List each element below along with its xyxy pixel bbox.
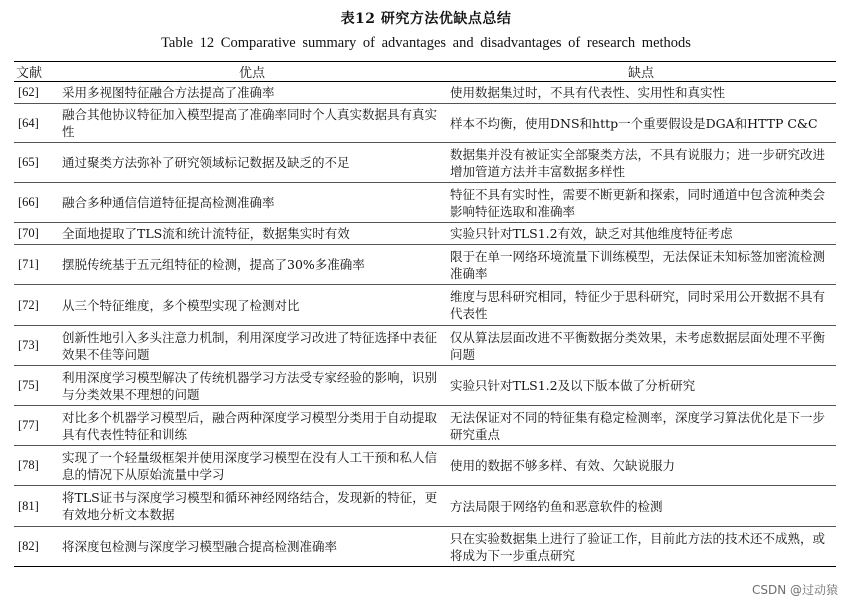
- disadvantage-cell: 实验只针对TLS1.2及以下版本做了分析研究: [446, 366, 836, 406]
- table-row: [14, 527, 836, 567]
- reference-cell: [73]: [14, 326, 58, 366]
- table-row: [14, 143, 836, 183]
- advantage-cell: 实现了一个轻量级框架并使用深度学习模型在没有人工干预和私人信息的情况下从原始流量中学习: [58, 446, 446, 486]
- advantage-cell: 全面地提取了TLS流和统计流特征，数据集实时有效: [58, 223, 446, 245]
- reference-cell: [78]: [14, 446, 58, 486]
- comparison-table: [14, 61, 836, 567]
- advantage-cell: 利用深度学习模型解决了传统机器学习方法受专家经验的影响，识别与分类效果不理想的问题: [58, 366, 446, 406]
- table-row: [14, 406, 836, 446]
- advantage-cell: 将TLS证书与深度学习模型和循环神经网络结合，发现新的特征，更有效地分析文本数据: [58, 486, 446, 527]
- table-title-english: Table 12 Comparative summary of advantages and disadvantages of research methods: [161, 35, 691, 51]
- disadvantage-cell: 维度与思科研究相同，特征少于思科研究，同时采用公开数据不具有代表性: [446, 285, 836, 326]
- table-row: [14, 326, 836, 366]
- table-row: [14, 446, 836, 486]
- reference-cell: [66]: [14, 183, 58, 223]
- advantage-cell: 从三个特征维度，多个模型实现了检测对比: [58, 285, 446, 326]
- reference-cell: [71]: [14, 245, 58, 285]
- disadvantage-cell: 限于在单一网络环境流量下训练模型，无法保证未知标签加密流检测准确率: [446, 245, 836, 285]
- advantage-cell: 对比多个机器学习模型后，融合两种深度学习模型分类用于自动提取具有代表性特征和训练: [58, 406, 446, 446]
- table-row: [14, 245, 836, 285]
- csdn-watermark: CSDN @过动猿: [751, 583, 838, 597]
- table-header-row: [14, 62, 836, 82]
- disadvantage-cell: 特征不具有实时性，需要不断更新和探索，同时通道中包含流种类会影响特征选取和准确率: [446, 183, 836, 223]
- disadvantage-cell: 实验只针对TLS1.2有效，缺乏对其他维度特征考虑: [446, 223, 836, 245]
- advantage-cell: 通过聚类方法弥补了研究领域标记数据及缺乏的不足: [58, 143, 446, 183]
- disadvantage-cell: 样本不均衡，使用DNS和http一个重要假设是DGA和HTTP C&C: [446, 104, 836, 143]
- table-row: [14, 366, 836, 406]
- header-disadvantages: 缺点: [446, 62, 836, 82]
- table-row: [14, 183, 836, 223]
- disadvantage-cell: 使用数据集过时，不具有代表性、实用性和真实性: [446, 82, 836, 104]
- disadvantage-cell: 仅从算法层面改进不平衡数据分类效果，未考虑数据层面处理不平衡问题: [446, 326, 836, 366]
- table-row: [14, 223, 836, 245]
- reference-cell: [72]: [14, 285, 58, 326]
- disadvantage-cell: 无法保证对不同的特征集有稳定检测率，深度学习算法优化是下一步研究重点: [446, 406, 836, 446]
- reference-cell: [82]: [14, 527, 58, 567]
- disadvantage-cell: 只在实验数据集上进行了验证工作，目前此方法的技术还不成熟，或将成为下一步重点研究: [446, 527, 836, 567]
- table-title-chinese: 表12 研究方法优缺点总结: [340, 11, 512, 27]
- reference-cell: [81]: [14, 486, 58, 527]
- advantage-cell: 摆脱传统基于五元组特征的检测，提高了30%多准确率: [58, 245, 446, 285]
- reference-cell: [75]: [14, 366, 58, 406]
- advantage-cell: 融合多种通信信道特征提高检测准确率: [58, 183, 446, 223]
- reference-cell: [65]: [14, 143, 58, 183]
- disadvantage-cell: 方法局限于网络钓鱼和恶意软件的检测: [446, 486, 836, 527]
- table-row: [14, 104, 836, 143]
- header-advantages: 优点: [58, 62, 446, 82]
- table-row: [14, 486, 836, 527]
- reference-cell: [77]: [14, 406, 58, 446]
- header-reference: 文献: [14, 62, 58, 82]
- reference-cell: [64]: [14, 104, 58, 143]
- advantage-cell: 融合其他协议特征加入模型提高了准确率同时个人真实数据具有真实性: [58, 104, 446, 143]
- advantage-cell: 创新性地引入多头注意力机制，利用深度学习改进了特征选择中表征效果不佳等问题: [58, 326, 446, 366]
- disadvantage-cell: 使用的数据不够多样、有效、欠缺说服力: [446, 446, 836, 486]
- table-row: [14, 285, 836, 326]
- reference-cell: [70]: [14, 223, 58, 245]
- disadvantage-cell: 数据集并没有被证实全部聚类方法，不具有说服力；进一步研究改进增加管道方法并丰富数据多样性: [446, 143, 836, 183]
- advantage-cell: 将深度包检测与深度学习模型融合提高检测准确率: [58, 527, 446, 567]
- reference-cell: [62]: [14, 82, 58, 104]
- advantage-cell: 采用多视图特征融合方法提高了准确率: [58, 82, 446, 104]
- table-row: [14, 82, 836, 104]
